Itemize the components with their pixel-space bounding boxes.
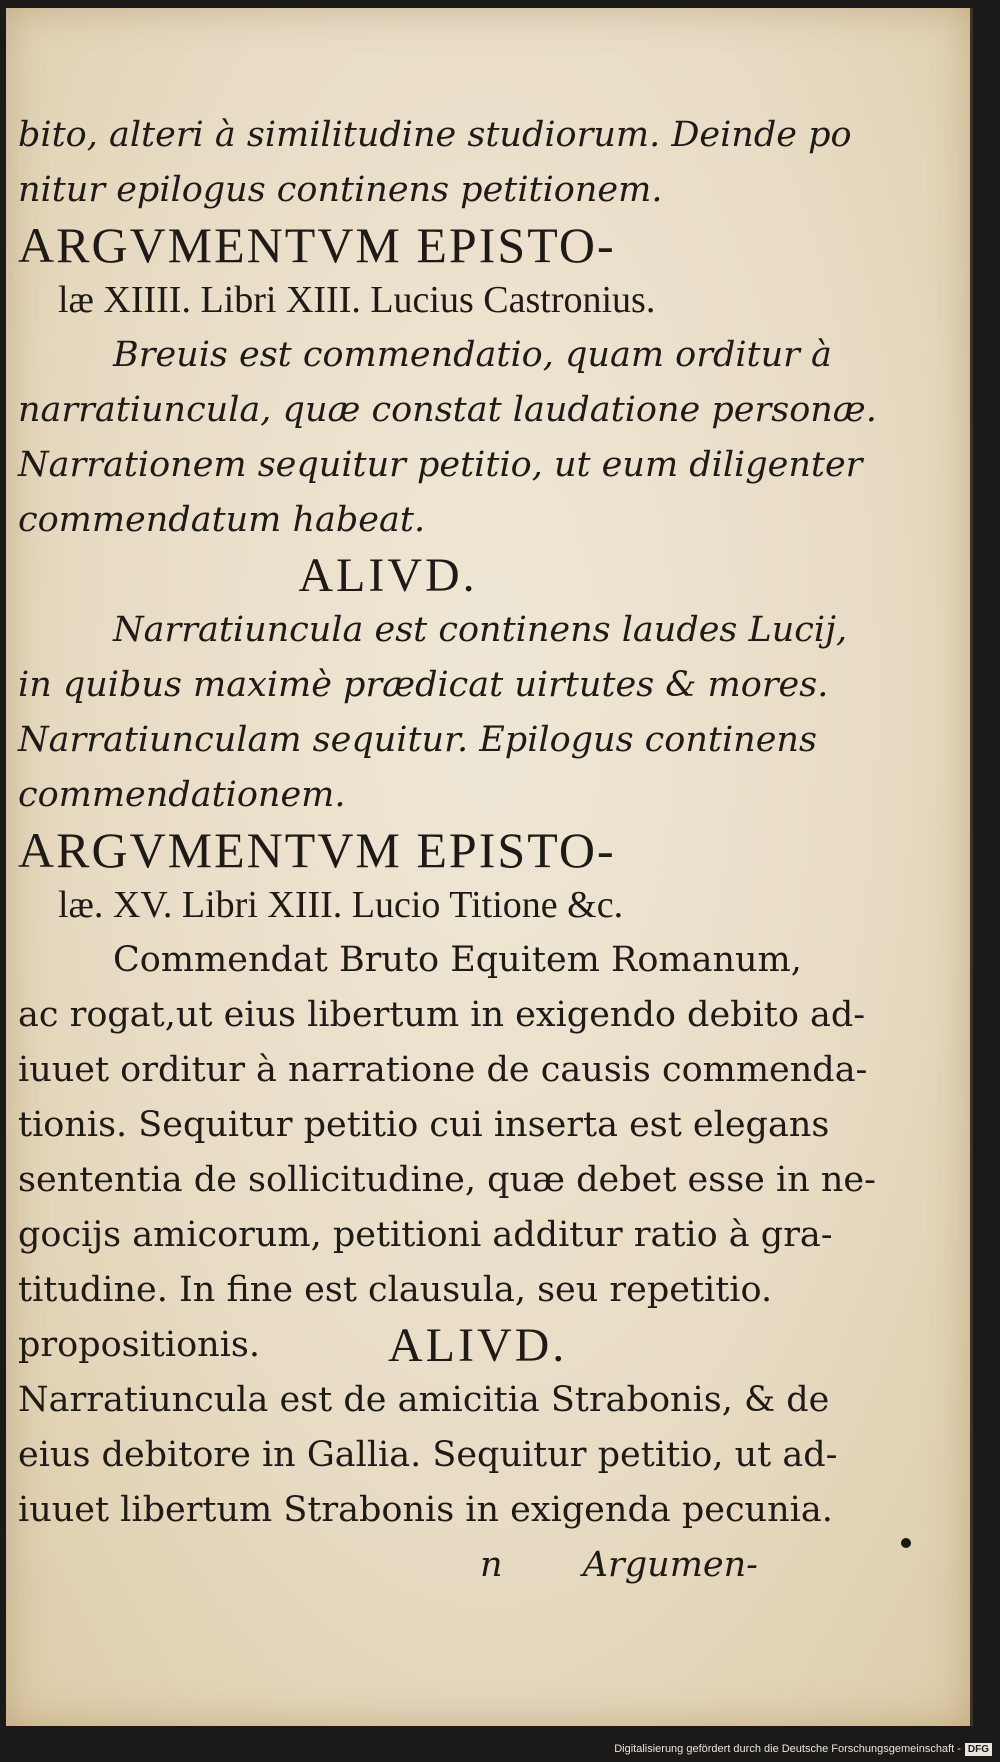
text-line: eius debitore in Gallia. Sequitur petitio, ut ad- [18,1435,838,1475]
heading-subline: læ. XV. Libri XIII. Lucio Titione &c. [58,884,624,926]
heading-line: ARGVMENTVM EPISTO- [18,217,616,273]
text-line-with-heading [18,1318,758,1373]
digitization-footer [0,1736,1000,1762]
footer-text: Digitalisierung gefördert durch die Deutsche Forschungsgemeinschaft - [614,1743,961,1755]
text-line: ac rogat,ut eius libertum in exigendo debito ad- [18,995,866,1035]
heading-line: ARGVMENTVM EPISTO- [18,822,616,878]
text-line: narratiuncula, quæ constat laudatione personæ. [18,390,877,430]
catch-line [18,1538,758,1593]
text-line: iuuet orditur à narratione de causis commenda- [18,1050,868,1090]
aliud-heading: ALIVD. [388,1319,568,1372]
aliud-heading: ALIVD. [298,549,478,602]
text-line: titudine. In fine est clausula, seu repetitio. [18,1270,773,1310]
dfg-logo: DFG [965,1743,992,1756]
heading-subline: læ XIIII. Libri XIII. Lucius Castronius. [58,279,656,321]
ink-speck [901,1538,911,1548]
text-line: gocijs amicorum, petitioni additur ratio à gra- [18,1215,833,1255]
text-line: sententia de sollicitudine, quæ debet esse in ne- [18,1160,876,1200]
text-line: Commendat Bruto Equitem Romanum, [113,940,802,980]
text-line: Narratiunculam sequitur. Epilogus continens [18,720,817,760]
text-line: in quibus maximè prædicat uirtutes & mores. [18,665,829,705]
text-line: Narratiuncula est continens laudes Lucij, [113,610,848,650]
catchword: Argumen- [582,1545,758,1585]
text-line: Breuis est commendatio, quam orditur à [113,335,832,375]
page-text [18,108,877,1593]
text-line: Narratiuncula est de amicitia Strabonis, & de [18,1380,830,1420]
text-line: iuuet libertum Strabonis in exigenda pecunia. [18,1490,833,1530]
book-page [6,8,973,1726]
signature-mark: n [480,1545,503,1585]
text-line: Narrationem sequitur petitio, ut eum diligenter [18,445,863,485]
text-line: commendationem. [18,775,346,815]
text-line: commendatum habeat. [18,500,426,540]
text-line: tionis. Sequitur petitio cui inserta est elegans [18,1105,830,1145]
text-line: bito, alteri à similitudine studiorum. Deinde po [18,115,852,155]
text-line: propositionis. [18,1325,260,1365]
text-line: nitur epilogus continens petitionem. [18,170,663,210]
